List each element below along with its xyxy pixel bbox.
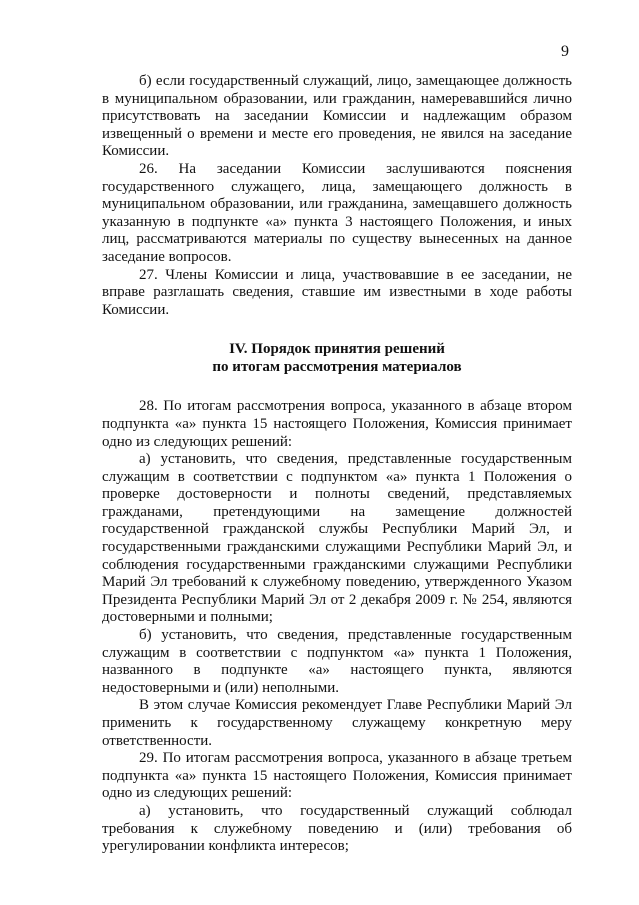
paragraph-26: 26. На заседании Комиссии заслушиваются пояснения государственного служащего, лица, замещающего должность в муниципальном образовании, или гражданина, замещавшего должность указанную в подпункте «а» пункта 3 настоящего Положения, и иных лиц, рассматриваются материалы по существу вынесенных на данное заседание вопросов. [102,160,572,265]
document-body [102,73,572,856]
paragraph-28-a: а) установить, что сведения, представленные государственным служащим в соответствии с подпунктом «а» пункта 1 Положения о проверке достоверности и полноты сведений, представляемых гражданами, претендующими на замещение должностей государственной гражданской службы Республики Марий Эл, и государственными гражданскими служащими Республики Марий Эл, и соблюдения государственными гражданскими служащими Республики Марий Эл требований к служебному поведению, утвержденного Указом Президента Республики Марий Эл от 2 декабря 2009 г. № 254, являются достоверными и полными; [102,451,572,626]
section-heading-line-2: по итогам рассмотрения материалов [212,359,462,376]
section-heading [102,340,572,376]
paragraph-28: 28. По итогам рассмотрения вопроса, указанного в абзаце втором подпункта «а» пункта 15 настоящего Положения, Комиссия принимает одно из следующих решений: [102,398,572,450]
paragraph-27: 27. Члены Комиссии и лица, участвовавшие в ее заседании, не вправе разглашать сведения, ставшие им известными в ходе работы Комиссии. [102,266,572,318]
paragraph-item-b-absence: б) если государственный служащий, лицо, замещающее должность в муниципальном образовании, или гражданин, намеревавшийся лично присутствовать на заседании Комиссии и надлежащим образом извещенный о времени и месте его проведения, не явился на заседание Комиссии. [102,73,572,160]
paragraph-29-a: а) установить, что государственный служащий соблюдал требования к служебному поведению и (или) требования об урегулировании конфликта интересов; [102,802,572,855]
page-number: 9 [561,43,569,60]
paragraph-28-recommendation: В этом случае Комиссия рекомендует Главе Республики Марий Эл применить к государственному служащему конкретную меру ответственности. [102,697,572,749]
section-heading-line-1: IV. Порядок принятия решений [229,341,445,358]
paragraph-28-b: б) установить, что сведения, представленные государственным служащим в соответствии с подпунктом «а» пункта 1 Положения, названного в подпункте «а» настоящего пункта, являются недостоверными и (или) неполными. [102,627,572,696]
paragraph-29: 29. По итогам рассмотрения вопроса, указанного в абзаце третьем подпункта «а» пункта 15 настоящего Положения, Комиссия принимает одно из следующих решений: [102,750,572,802]
